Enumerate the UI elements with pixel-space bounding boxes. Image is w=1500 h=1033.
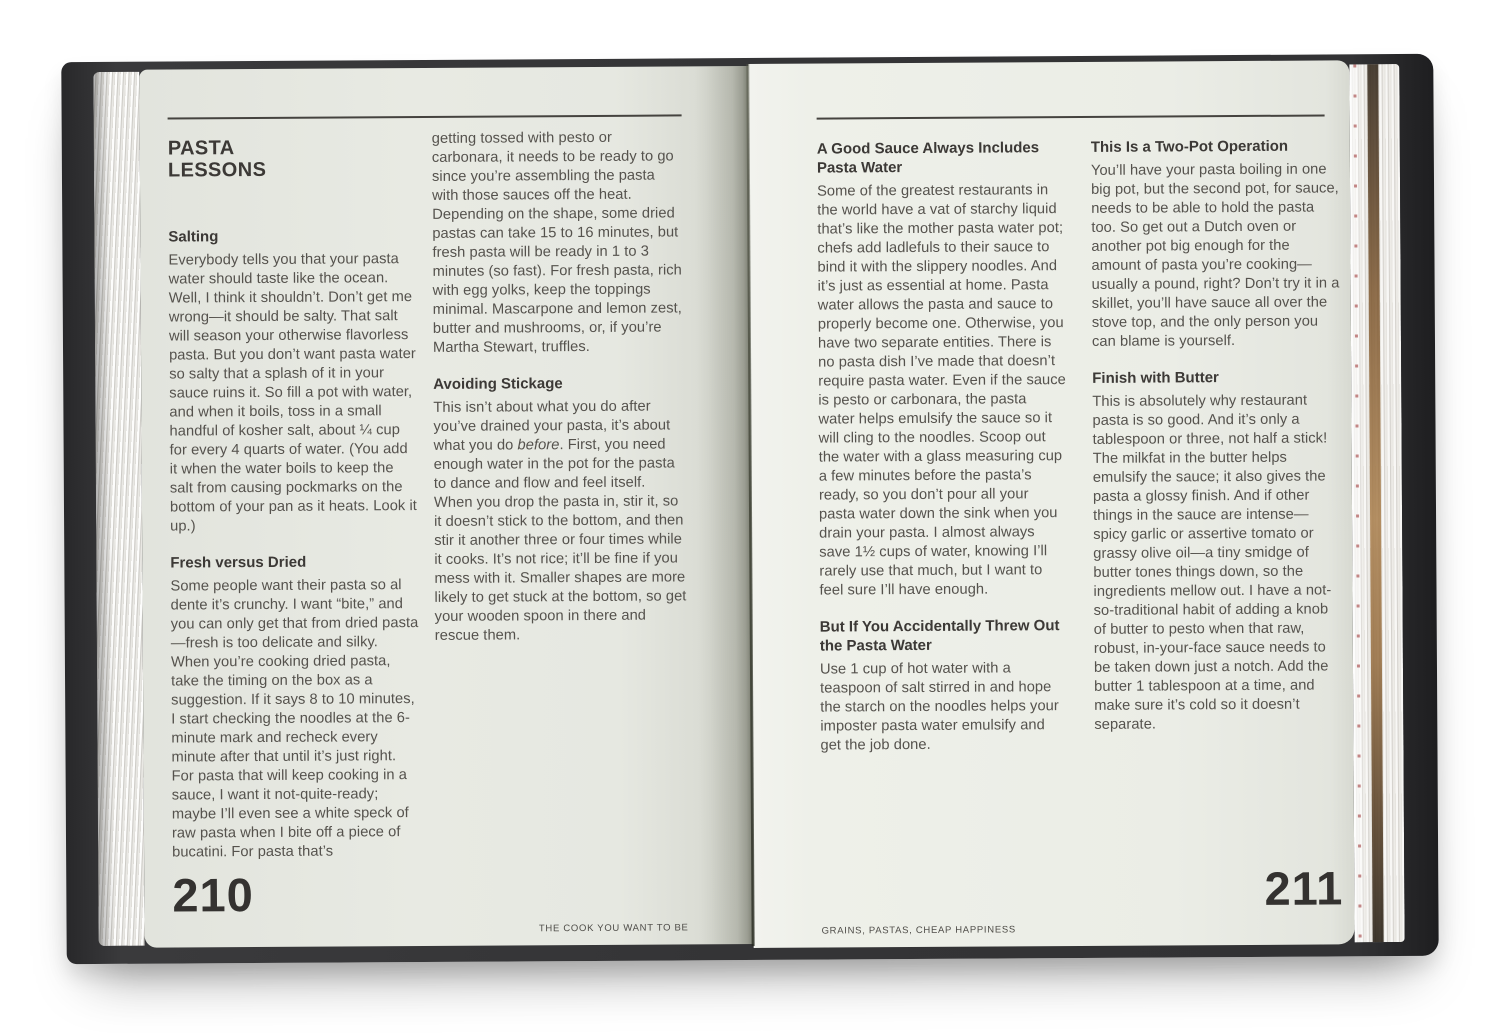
page-edge-photo-streak xyxy=(1367,64,1383,942)
section-pasta-water xyxy=(817,138,1068,601)
page-edge-red-flecks xyxy=(1353,64,1361,942)
section-body xyxy=(433,397,687,646)
section-body: Everybody tells you that your pasta water should taste like the ocean. Well, I think it shouldn’t. Don’t get me wrong—it should be salty. That salt will season your otherwise flavorless pasta. But you don’t want pasta water so salty that a splash of it in your sauce ruins it. So fill a pot with water, and when it boils, toss in a small handful of kosher salt, about ¼ cup for every 4 quarts of water. (You add it when the water boils to keep the salt from causing pockmarks on the bottom of your pan as it heats. Look it up.) xyxy=(168,251,417,535)
section-heading: Salting xyxy=(168,228,219,246)
section-heading: This Is a Two-Pot Operation xyxy=(1090,137,1289,156)
right-page-column-2 xyxy=(1091,136,1343,735)
chapter-title-line2: LESSONS xyxy=(167,158,267,182)
header-rule-left xyxy=(168,114,682,119)
section-heading: Avoiding Stickage xyxy=(433,375,563,393)
section-heading: Finish with Butter xyxy=(1092,369,1219,387)
chapter-title-line1: PASTA xyxy=(167,137,235,160)
left-page-column-1 xyxy=(168,136,420,863)
right-page xyxy=(748,60,1354,948)
chapter-title xyxy=(168,136,416,182)
section-body: This is absolutely why restaurant pasta is so good. And it’s only a tablespoon or three, not half a stick! The milkfat in the butter helps emulsify the sauce; it also gives the pasta a glossy finish. And if other things in the sauce are intense—spicy garlic or assertive tomato or grassy olive oil—a tiny smidge of butter tones things down, so the ingredients mellow out. I have a not-so-traditional habit of adding a knob of butter to pesto when that raw, robust, in-your-face sauce needs to be taken down just a notch. Add the butter 1 tablespoon at a time, and make sure it’s cold so it doesn’t separate. xyxy=(1092,392,1332,733)
section-heading: Fresh versus Dried xyxy=(170,553,307,572)
body-text-italic-run: before xyxy=(517,437,560,454)
left-page-column-2 xyxy=(432,128,687,646)
left-page-edges xyxy=(93,72,144,946)
section-body: Some people want their pasta so al dente it’s crunchy. I want “bite,” and you can only get that from dried pasta—fresh is too delicate and silky. When you’re cooking dried pasta, take the timing on the box as a suggestion. If it says 8 to 10 minutes, I start checking the noodles at the 6-minute mark and recheck every minute after that until it’s just right. For pasta that will keep cooking in a sauce, I want it not-quite-ready; maybe I’ll even see a white speck of raw pasta when I bite off a piece of bucatini. For pasta that’s xyxy=(170,577,419,861)
section-heading: But If You Accidentally Threw Out the Pasta Water xyxy=(819,617,1060,655)
running-footer-left: THE COOK YOU WANT TO BE xyxy=(538,922,689,935)
header-rule-right xyxy=(817,114,1325,119)
section-body: Some of the greatest restaurants in the world have a vat of starchy liquid that’s like the mother pasta water pot; chefs add ladlefuls to their sauce to bind it with the slippery noodles. And it’s just as essential at home. Pasta water allows the pasta and sauce to properly become one. Otherwise, you have two separate entities. There is no pasta dish I’ve made that doesn’t require pasta water. Even if the sauce is pesto or carbonara, the pasta water helps emulsify the sauce so it will cling to the noodles. Scoop out the water with a glass measuring cup a few minutes before the pasta’s ready, so you don’t pour all your pasta water down the sink when you drain your pasta. I almost always save 1½ cups of water, knowing I’ll rarely use that much, but I want to feel sure I’ll have enough. xyxy=(817,182,1066,599)
right-page-column-1 xyxy=(817,138,1069,756)
right-page-edges xyxy=(1349,64,1404,942)
open-cookbook xyxy=(61,54,1438,964)
body-text-run: . First, you need enough water in the pot for the pasta to dance and flow and feel itself. When you drop the pasta in, stir it, so it doesn’t stick to the bottom, and then stir it another three or four times while it cooks. It’s not rice; it’ll be fine if you mess with it. Smaller shapes are more likely to get stuck at the bottom, so get your wooden spoon in there and rescue them. xyxy=(433,436,687,644)
continuation-paragraph: getting tossed with pesto or carbonara, it needs to be ready to go since you’re assembling the pasta with those sauces off the heat. Depending on the shape, some dried pastas can take 15 to 16 minutes, but fresh pasta will be ready in 1 to 3 minutes (so fast). For fresh pasta, rich with egg yolks, keep the toppings minimal. Mascarpone and lemon zest, butter and mushrooms, or, if you’re Martha Stewart, truffles. xyxy=(431,129,682,356)
section-avoiding-stickage xyxy=(433,373,687,646)
section-finish-with-butter xyxy=(1092,367,1342,735)
section-heading: A Good Sauce Always Includes Pasta Water xyxy=(816,139,1040,177)
left-page xyxy=(139,66,753,948)
section-fresh-versus-dried xyxy=(170,552,420,863)
section-salting xyxy=(168,226,418,537)
section-two-pot-operation xyxy=(1091,136,1340,352)
section-body: Use 1 cup of hot water with a teaspoon of salt stirred in and hope the starch on the noodles helps your imposter pasta water emulsify and get the job done. xyxy=(819,660,1059,754)
page-number-left: 210 xyxy=(172,868,254,922)
body-text-run: This isn’t about what you do after you’ve drained your pasta, it’s about what you do xyxy=(433,398,671,454)
section-threw-out-pasta-water xyxy=(820,616,1069,756)
running-footer-right: GRAINS, PASTAS, CHEAP HAPPINESS xyxy=(821,924,1016,937)
page-number-right: 211 xyxy=(1264,861,1344,915)
section-body: You’ll have your pasta boiling in one big pot, but the second pot, for sauce, needs to be able to hold the pasta too. So get out a Dutch oven or another pot big enough for the amount of pasta you’re cooking—usually a pound, right? Don’t try it in a skillet, you’ll have sauce all over the stove top, and the only person you can blame is yourself. xyxy=(1090,161,1340,350)
